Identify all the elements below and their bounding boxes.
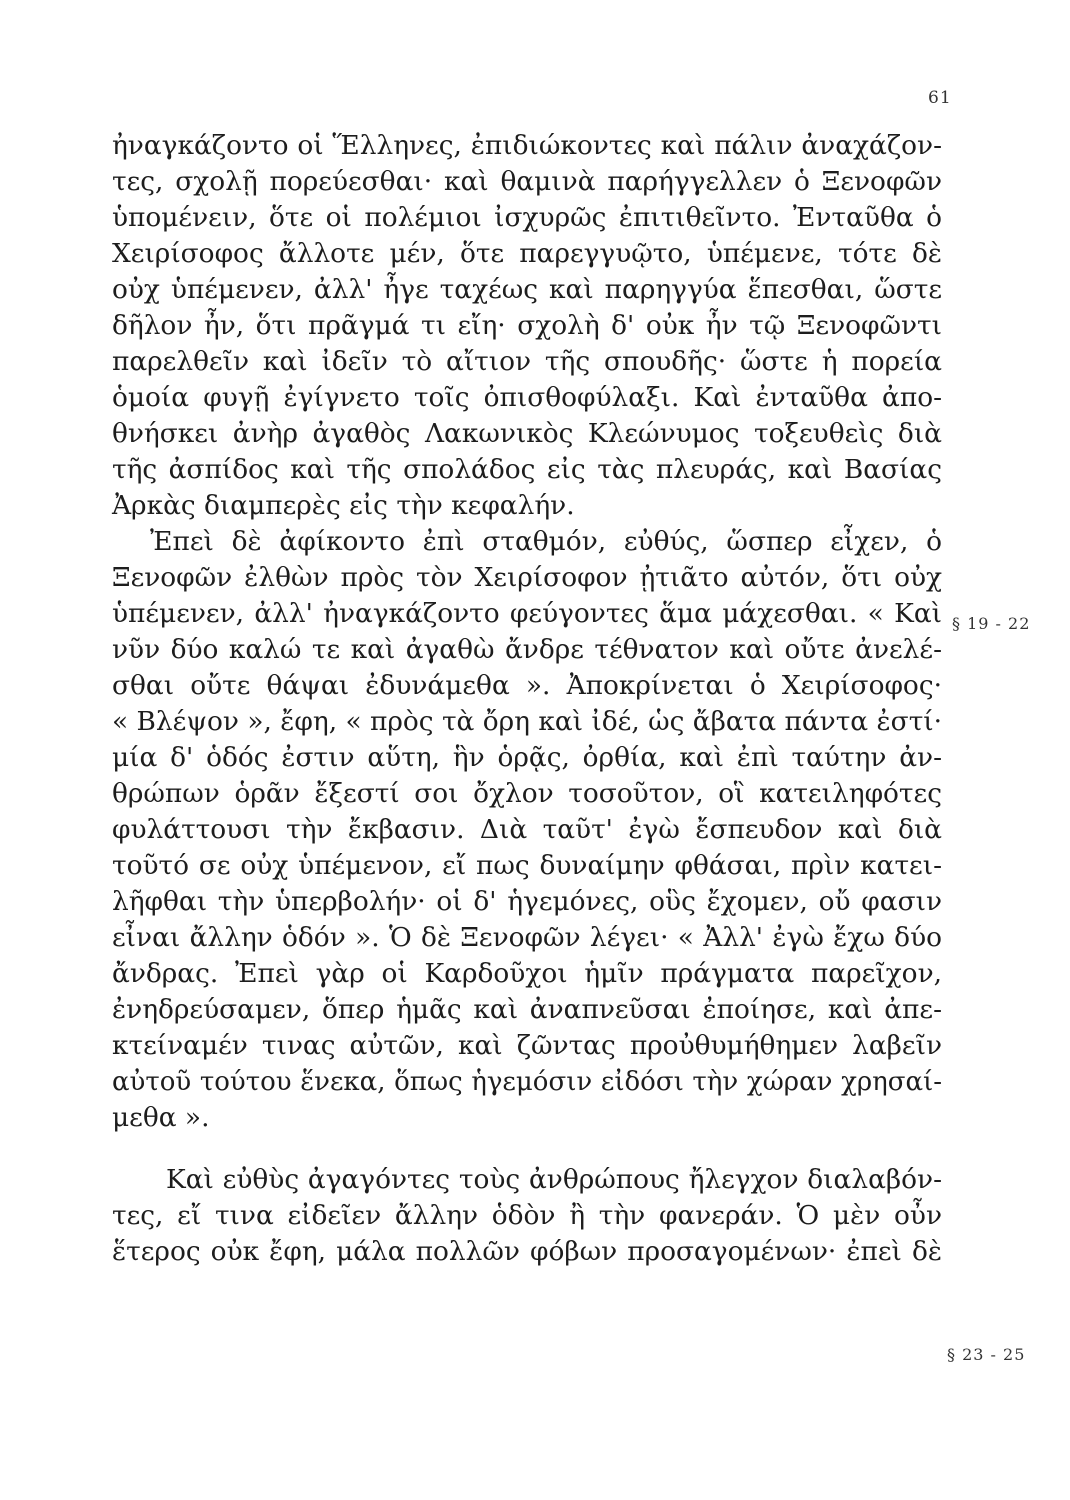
text-line: φυλάττουσι τὴν ἔκβασιν. Διὰ ταῦτ' ἐγὼ ἔσπευδον καὶ διὰ <box>112 814 942 845</box>
text-line: Χειρίσοφος ἄλλοτε μέν, ὅτε παρεγγυῷτο, ὑπέμενε, τότε δὲ <box>112 238 942 269</box>
margin-note-section-range: § 19 - 22 <box>952 614 1031 633</box>
text-line: τοῦτό σε οὐχ ὑπέμενον, εἴ πως δυναίμην φθάσαι, πρὶν κατει- <box>112 850 942 881</box>
text-line: Ξενοφῶν ἐλθὼν πρὸς τὸν Χειρίσοφον ᾐτιᾶτο αὐτόν, ὅτι οὐχ <box>112 562 942 593</box>
text-line: τῆς ἀσπίδος καὶ τῆς σπολάδος εἰς τὰς πλευράς, καὶ Βασίας <box>112 454 942 485</box>
paragraph-3 <box>112 1162 942 1270</box>
body-text <box>112 128 942 1270</box>
text-line: θνήσκει ἀνὴρ ἀγαθὸς Λακωνικὸς Κλεώνυμος τοξευθεὶς διὰ <box>112 418 942 449</box>
text-line: δῆλον ἦν, ὅτι πρᾶγμά τι εἴη· σχολὴ δ' οὐκ ἦν τῷ Ξενοφῶντι <box>112 310 942 341</box>
text-line: μεθα ». <box>112 1102 210 1133</box>
text-line: νῦν δύο καλώ τε καὶ ἀγαθὼ ἄνδρε τέθνατον καὶ οὔτε ἀνελέ- <box>112 634 942 665</box>
text-line: ἐνηδρεύσαμεν, ὅπερ ἡμᾶς καὶ ἀναπνεῦσαι ἐποίησε, καὶ ἀπε- <box>112 994 942 1025</box>
text-line: τες, εἴ τινα εἰδεῖεν ἄλλην ὁδὸν ἢ τὴν φανεράν. Ὁ μὲν οὖν <box>112 1200 942 1231</box>
text-line: Καὶ εὐθὺς ἀγαγόντες τοὺς ἀνθρώπους ἤλεγχον διαλαβόν- <box>166 1164 942 1195</box>
text-line: οὐχ ὑπέμενεν, ἀλλ' ἦγε ταχέως καὶ παρηγγύα ἕπεσθαι, ὥστε <box>112 274 942 305</box>
text-line: ἕτερος οὐκ ἔφη, μάλα πολλῶν φόβων προσαγομένων· ἐπεὶ δὲ <box>112 1236 942 1267</box>
paragraph-2 <box>112 524 942 1136</box>
text-line: τες, σχολῇ πορεύεσθαι· καὶ θαμινὰ παρήγγελλεν ὁ Ξενοφῶν <box>112 166 942 197</box>
text-line: ὁμοία φυγῇ ἐγίγνετο τοῖς ὀπισθοφύλαξι. Καὶ ἐνταῦθα ἀπο- <box>112 382 942 413</box>
text-line: ὑπομένειν, ὅτε οἱ πολέμιοι ἰσχυρῶς ἐπιτιθεῖντο. Ἐνταῦθα ὁ <box>112 202 942 233</box>
text-line: σθαι οὔτε θάψαι ἐδυνάμεθα ». Ἀποκρίνεται ὁ Χειρίσοφος· <box>112 670 942 701</box>
text-line: θρώπων ὁρᾶν ἔξεστί σοι ὄχλον τοσοῦτον, οἳ κατειληφότες <box>112 778 942 809</box>
text-line: ἄνδρας. Ἐπεὶ γὰρ οἱ Καρδοῦχοι ἡμῖν πράγματα παρεῖχον, <box>112 958 942 989</box>
text-line: εἶναι ἄλλην ὁδόν ». Ὁ δὲ Ξενοφῶν λέγει· « Ἀλλ' ἐγὼ ἔχω δύο <box>112 922 942 953</box>
paragraph-1 <box>112 128 942 524</box>
margin-note-section-range: § 23 - 25 <box>947 1345 1026 1364</box>
paragraph-gap <box>112 1136 942 1162</box>
text-line: παρελθεῖν καὶ ἰδεῖν τὸ αἴτιον τῆς σπουδῆς· ὥστε ἡ πορεία <box>112 346 942 377</box>
text-line: μία δ' ὁδός ἐστιν αὕτη, ἣν ὁρᾷς, ὀρθία, καὶ ἐπὶ ταύτην ἀν- <box>112 742 942 773</box>
text-line: ὑπέμενεν, ἀλλ' ἠναγκάζοντο φεύγοντες ἅμα μάχεσθαι. « Καὶ <box>112 598 942 629</box>
text-line: αὐτοῦ τούτου ἕνεκα, ὅπως ἡγεμόσιν εἰδόσι τὴν χώραν χρησαί- <box>112 1067 942 1097</box>
text-line: Ἐπεὶ δὲ ἀφίκοντο ἐπὶ σταθμόν, εὐθύς, ὥσπερ εἶχεν, ὁ <box>150 526 942 557</box>
text-line: « Βλέψον », ἔφη, « πρὸς τὰ ὄρη καὶ ἰδέ, ὡς ἄβατα πάντα ἐστί· <box>112 706 943 737</box>
text-line: λῆφθαι τὴν ὑπερβολήν· οἱ δ' ἡγεμόνες, οὓς ἔχομεν, οὔ φασιν <box>112 886 942 917</box>
text-line: ἠναγκάζοντο οἱ Ἕλληνες, ἐπιδιώκοντες καὶ πάλιν ἀναχάζον- <box>112 130 942 161</box>
text-line: κτείναμέν τινας αὐτῶν, καὶ ζῶντας προὐθυμήθημεν λαβεῖν <box>112 1030 942 1061</box>
page-number: 61 <box>928 88 952 108</box>
text-line: Ἀρκὰς διαμπερὲς εἰς τὴν κεφαλήν. <box>112 490 575 521</box>
